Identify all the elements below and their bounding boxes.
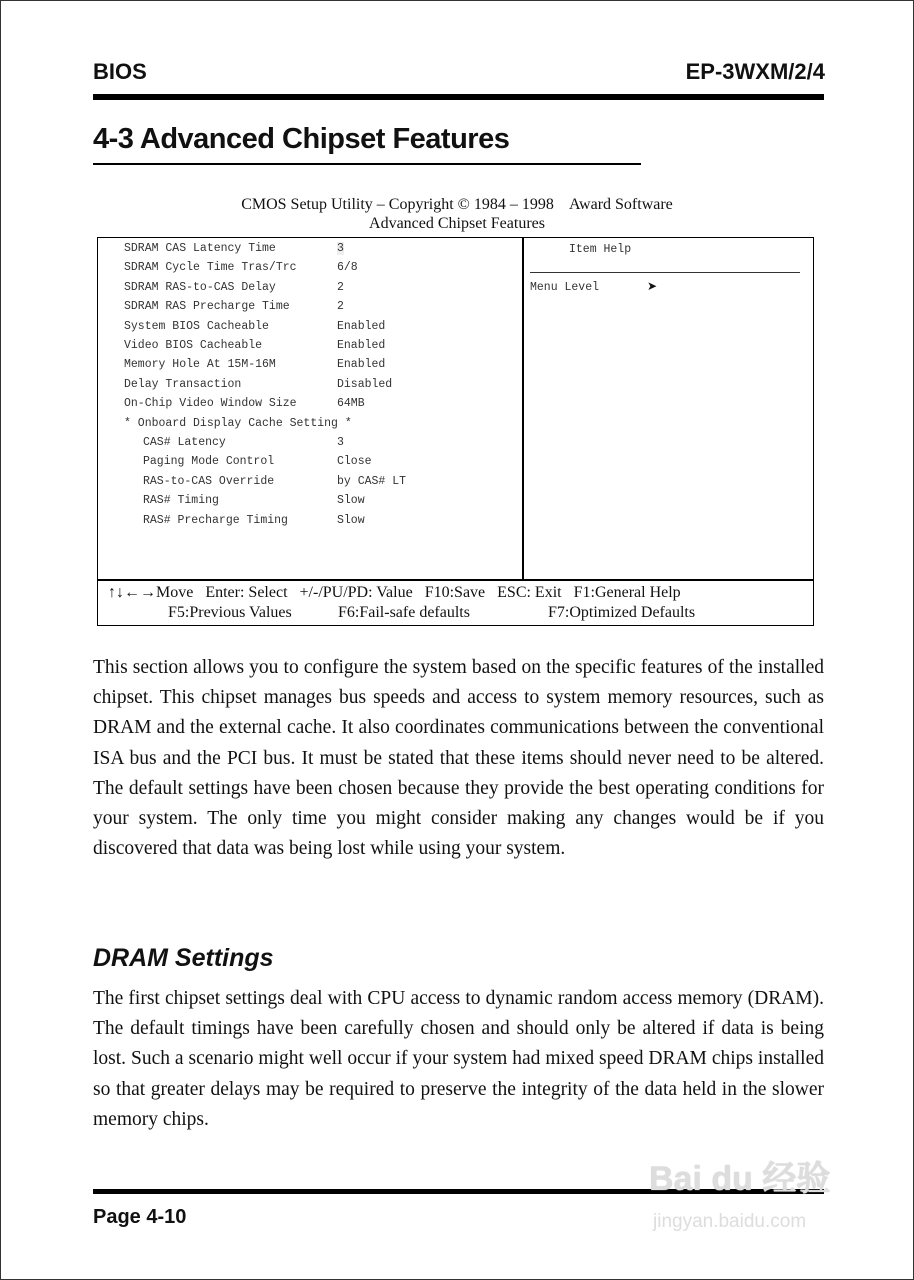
- key-f5: F5:Previous Values: [168, 604, 292, 621]
- setting-value[interactable]: 6/8: [337, 261, 358, 275]
- setting-label: SDRAM RAS Precharge Time: [124, 300, 290, 314]
- setting-value[interactable]: 3: [337, 436, 344, 449]
- setting-label: RAS# Precharge Timing: [143, 513, 288, 527]
- item-help-title: Item Help: [569, 243, 632, 256]
- setting-value[interactable]: Slow: [337, 513, 365, 527]
- setting-label: RAS-to-CAS Override: [143, 474, 275, 488]
- key-f6: F6:Fail-safe defaults: [338, 604, 470, 621]
- setting-value[interactable]: Disabled: [337, 377, 393, 391]
- caption-line-2: Advanced Chipset Features: [369, 215, 545, 232]
- setting-value[interactable]: 64MB: [337, 397, 365, 411]
- baidu-watermark-url: jingyan.baidu.com: [653, 1211, 807, 1232]
- setting-label: * Onboard Display Cache Setting *: [124, 416, 352, 430]
- setting-label: RAS# Timing: [143, 494, 219, 508]
- setting-value[interactable]: Close: [337, 455, 372, 469]
- section-title: 4-3 Advanced Chipset Features: [93, 123, 510, 155]
- panel-divider: [522, 238, 524, 579]
- setting-label: CAS# Latency: [143, 436, 226, 449]
- key-legend-line-1: ↑↓←→Move Enter: Select +/-/PU/PD: Value F10:Save ESC: Exit F1:General Help: [108, 584, 681, 601]
- help-rule: [530, 272, 800, 273]
- baidu-watermark: Bai du 经验: [649, 1160, 831, 1198]
- setting-value[interactable]: by CAS# LT: [337, 474, 407, 488]
- header-right: EP-3WXM/2/4: [685, 59, 825, 84]
- footer-rule: [98, 579, 813, 581]
- setting-value[interactable]: 2: [337, 280, 344, 294]
- setting-value[interactable]: Enabled: [337, 319, 386, 333]
- dram-paragraph: The first chipset settings deal with CPU access to dynamic random access memory (DRAM). The default timings have been carefully chosen and should only be altered if data is being lost. Such a scenario might well occur if your system had mixed speed DRAM chips installed so that greater delays may be required to preserve the integrity of the data held in the slower memory chips.: [93, 988, 824, 1130]
- header-rule: [93, 94, 824, 100]
- setting-label: Paging Mode Control: [143, 455, 275, 469]
- subheading-dram-settings: DRAM Settings: [93, 944, 274, 972]
- header-left: BIOS: [93, 59, 147, 84]
- setting-value[interactable]: Enabled: [337, 358, 386, 372]
- setting-label: Video BIOS Cacheable: [124, 339, 263, 352]
- setting-label: On-Chip Video Window Size: [124, 397, 297, 411]
- setting-label: Memory Hole At 15M-16M: [124, 358, 276, 372]
- setting-value[interactable]: 2: [337, 300, 344, 314]
- caption-line-1: CMOS Setup Utility – Copyright © 1984 – 1998 Award Software: [241, 196, 673, 213]
- setting-value[interactable]: Slow: [337, 494, 365, 508]
- setting-value[interactable]: 3: [337, 242, 344, 255]
- intro-paragraph: This section allows you to configure the system based on the specific features of the installed chipset. This chipset manages bus speeds and access to system memory resources, such as DRAM and the external cache. It also coordinates communications between the conventional ISA bus and the PCI bus. It must be stated that these items should never need to be altered. The default settings have been chosen because they provide the best operating conditions for your system. The only time you might consider making any changes would be if you discovered that data was being lost while using your system.: [93, 657, 824, 860]
- page-number: Page 4-10: [93, 1206, 187, 1228]
- setting-label: Delay Transaction: [124, 377, 242, 391]
- key-f7: F7:Optimized Defaults: [548, 604, 696, 621]
- bios-screen: [97, 237, 814, 626]
- setting-label: SDRAM Cycle Time Tras/Trc: [124, 261, 297, 275]
- setting-label: SDRAM RAS-to-CAS Delay: [124, 280, 276, 294]
- menu-level-label: Menu Level: [530, 281, 600, 294]
- setting-value[interactable]: Enabled: [337, 339, 386, 352]
- setting-label: System BIOS Cacheable: [124, 319, 269, 333]
- menu-level-arrow-icon: ➤: [647, 279, 658, 293]
- title-underline: [93, 163, 641, 165]
- setting-label: SDRAM CAS Latency Time: [124, 242, 276, 255]
